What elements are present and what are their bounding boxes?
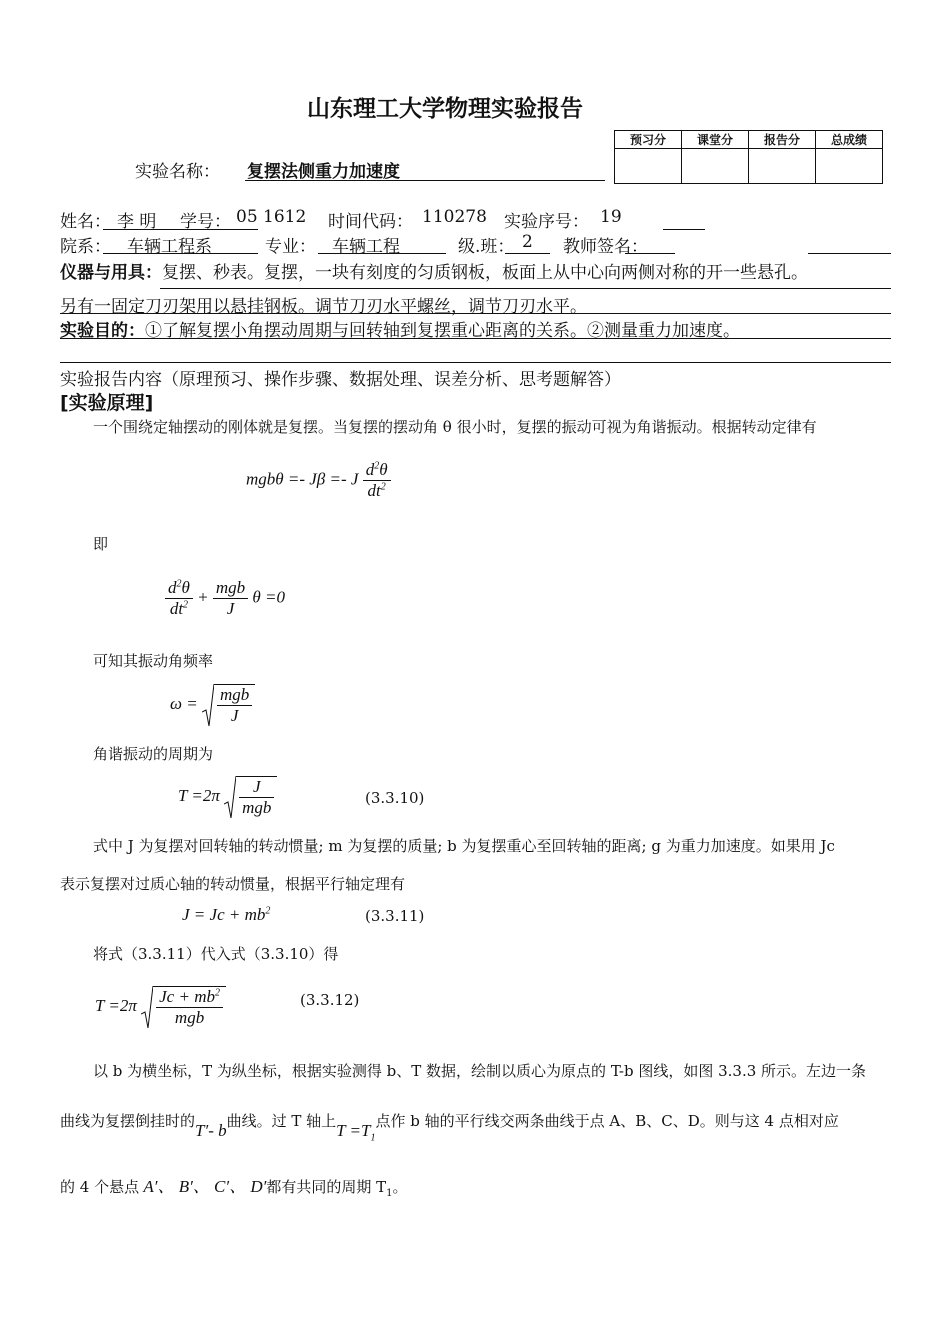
score-header-total: 总成绩 [816,131,883,149]
teacher-label: 教师签名： [563,237,648,257]
period-text: 角谐振动的周期为 [93,745,214,763]
equipment-label: 仪器与用具： [60,263,162,283]
purpose-underline [60,338,891,339]
equation-omega: ω = $\frac{\text{mgb}}{J}$ [170,684,255,726]
paragraph-2b: 表示复摆对过质心轴的转动惯量，根据平行轴定理有 [60,875,406,893]
paragraph-4a: 以 b 为横坐标，T 为纵坐标，根据实验测得 b、T 数据，绘制以质心为原点的 T-b 图线，如图 3.3.3 所示。左边一条 [93,1062,867,1080]
paragraph-4b-part2: 曲线。过 T 轴上 [226,1112,337,1130]
equation-rotation-law: mgbθ =- Jβ =- J $\frac{d^2\theta}{dt^2}$ [246,460,391,501]
dept-value: 车辆工程系 [127,237,212,257]
score-header-preview: 预习分 [615,131,682,149]
t1-symbol: $T =T_1$ [336,1121,376,1144]
freq-text: 可知其振动角频率 [93,652,214,670]
seq-label: 实验序号： [504,212,589,232]
ji-text: 即 [93,535,109,553]
score-cell-report [749,149,816,184]
exp-name-label: 实验名称： [135,162,220,182]
class-value: 2 [522,232,533,252]
report-title: 山东理工大学物理实验报告 [307,95,583,122]
time-label: 时间代码： [328,212,413,232]
score-table [614,130,883,184]
teacher-right-line [808,253,891,254]
name-label: 姓名： [60,212,111,232]
paragraph-4b-part3: 点作 b 轴的平行线交两条曲线于点 A、B、C、D。则与这 4 点相对应 [375,1112,839,1130]
time-value: 110278 [422,207,487,227]
equipment-underline-1 [160,288,891,289]
teacher-underline [625,253,675,254]
class-label: 级.班： [458,237,515,257]
exp-name-underline [245,180,605,181]
paragraph-2a: 式中 J 为复摆对回转轴的转动惯量; m 为复摆的质量; b 为复摆重心至回转轴的距离; g 为重力加速度。如果用 Jc [93,837,835,855]
major-label: 专业： [265,237,316,257]
class-underline [505,253,550,254]
equation-differential: $\frac{d^2\theta}{dt^2}$ + $\frac{\text{mgb}}{J}$ θ =0 [165,578,285,619]
paragraph-4c-part2: 都有共同的周期 T [266,1178,387,1196]
equation-period: T =2π $\frac{J}{\text{mgb}}$ [178,776,277,818]
purpose-text: ①了解复摆小角摆动周期与回转轴到复摆重心距离的关系。②测量重力加速度。 [145,321,740,341]
sid-value: 05 1612 [236,207,307,227]
equation-period-jc: T =2π $\frac{Jc + mb^2}{\text{mgb}}$ [95,986,226,1028]
paragraph-4c-part1: 的 4 个悬点 [60,1178,140,1196]
major-underline [318,253,446,254]
major-value: 车辆工程 [332,237,400,257]
paragraph-4c-part3: 。 [392,1178,408,1196]
eq-number-3310: (3.3.10) [365,789,425,807]
curve-symbol: T′- b [195,1121,227,1140]
paragraph-1: 一个围绕定轴摆动的刚体就是复摆。当复摆的摆动角 θ 很小时，复摆的振动可视为角谐振动。根据转动定律有 [93,418,817,436]
equipment-underline-2 [60,313,891,314]
dept-underline [103,253,258,254]
paragraph-4b-part1: 曲线为复摆倒挂时的 [60,1112,196,1130]
paragraph-3: 将式（3.3.11）代入式（3.3.10）得 [93,945,339,963]
dept-label: 院系： [60,237,111,257]
exp-name-value: 复摆法侧重力加速度 [247,162,400,182]
score-header-class: 课堂分 [682,131,749,149]
paragraph-4c: 的 4 个悬点 A′、 B′、 C′、 D′都有共同的周期 $T_1$。 [60,1177,408,1199]
content-heading: 实验报告内容（原理预习、操作步骤、数据处理、误差分析、思考题解答） [60,370,621,390]
score-cell-preview [615,149,682,184]
sid-label: 学号： [180,212,231,232]
dept-top-line [103,229,258,230]
blank-line [60,362,891,363]
equipment-line1: 复摆、秒表。复摆，一块有刻度的匀质钢板，板面上从中心向两侧对称的开一些悬孔。 [162,263,808,283]
score-cell-total [816,149,883,184]
name-value: 李 明 [117,212,157,232]
eq-number-3311: (3.3.11) [365,907,425,925]
pivot-points-symbols: A′、 B′、 C′、 D′ [139,1177,267,1196]
score-header-report: 报告分 [749,131,816,149]
equation-parallel-axis: $J = Jc + mb^2$ [182,905,271,924]
equipment-row [60,258,808,283]
purpose-label: 实验目的： [60,321,145,341]
eq-number-3312: (3.3.12) [300,991,360,1009]
seq-value: 19 [600,207,622,227]
section-heading: [实验原理] [60,392,154,414]
score-cell-class [682,149,749,184]
paragraph-4b [60,1110,839,1144]
equipment-line2: 另有一固定刀刃架用以悬挂钢板。调节刀刃水平螺丝，调节刀刃水平。 [60,297,587,317]
seq-underline [663,229,705,230]
